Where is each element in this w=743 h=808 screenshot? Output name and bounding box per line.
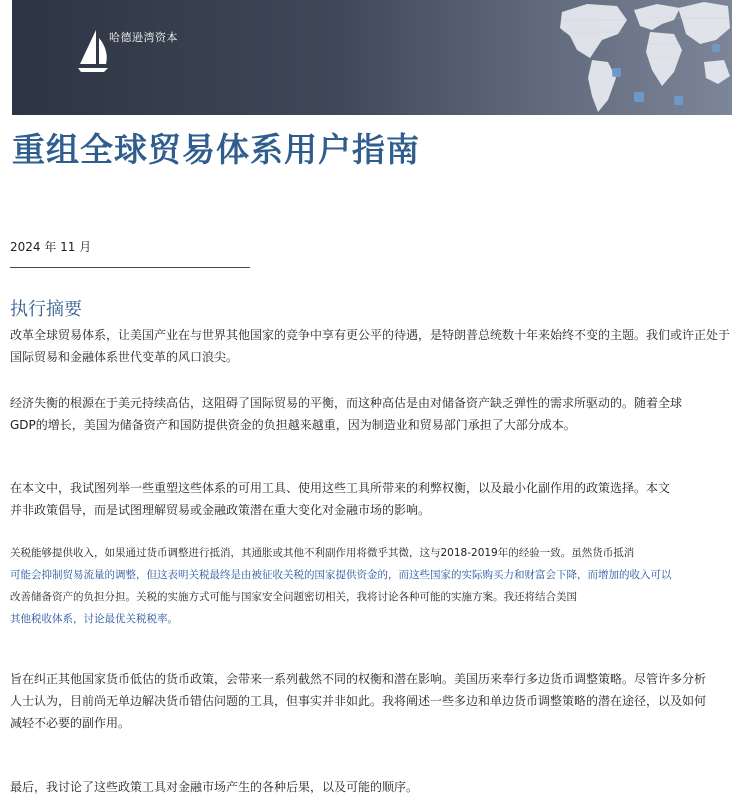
paragraph-6 [10, 776, 418, 798]
divider-rule [10, 267, 250, 268]
paragraph-line: 人士认为，目前尚无单边解决货币错估问题的工具，但事实并非如此。我将阐述一些多边和单边货币调整策略的潜在途径，以及如何 [10, 694, 707, 708]
section-heading: 执行摘要 [10, 299, 82, 320]
document-title: 重组全球贸易体系用户指南 [12, 130, 420, 169]
paragraph-line: 经济失衡的根源在于美元持续高估，这阻碍了国际贸易的平衡，而这种高估是由对储备资产缺乏弹性的需求所驱动的。随着全球 [10, 396, 683, 410]
paragraph-2 [10, 392, 682, 436]
paragraph-line: 改革全球贸易体系，让美国产业在与世界其他国家的竞争中享有更公平的待遇，是特朗普总统数十年来始终不变的主题。我们或许正处于 [10, 328, 731, 342]
paragraph-line: 可能会抑制贸易流量的调整，但这表明关税最终是由被征收关税的国家提供资金的，而这些国家的实际购买力和财富会下降，而增加的收入可以 [10, 569, 672, 581]
paragraph-1 [10, 324, 730, 368]
paragraph-line: 国际贸易和金融体系世代变革的风口浪尖。 [10, 350, 239, 364]
paragraph-line: 关税能够提供收入，如果通过货币调整进行抵消，其通胀或其他不利副作用将微乎其微，这与2018-2019年的经验一致。虽然货币抵消 [10, 547, 635, 559]
paragraph-line: 在本文中，我试图列举一些重塑这些体系的可用工具、使用这些工具所带来的利弊权衡，以及最小化副作用的政策选择。本文 [10, 481, 671, 495]
world-map-puzzle-image [412, 0, 732, 115]
document-date: 2024 年 11 月 [10, 240, 92, 254]
paragraph-line: 其他税收体系，讨论最优关税税率。 [10, 613, 178, 625]
paragraph-line: 最后，我讨论了这些政策工具对金融市场产生的各种后果，以及可能的顺序。 [10, 780, 419, 794]
paragraph-3 [10, 477, 670, 521]
paragraph-5 [10, 668, 706, 734]
paragraph-4 [10, 542, 672, 630]
paragraph-line: 改善储备资产的负担分担。关税的实施方式可能与国家安全问题密切相关，我将讨论各种可能的实施方案。我还将结合美国 [10, 591, 577, 603]
paragraph-line: 减轻不必要的副作用。 [10, 716, 131, 730]
paragraph-line: 旨在纠正其他国家货币低估的货币政策，会带来一系列截然不同的权衡和潜在影响。美国历来奉行多边货币调整策略。尽管许多分析 [10, 672, 707, 686]
brand-name: 哈德逊湾资本 [109, 31, 178, 44]
paragraph-line: 并非政策倡导，而是试图理解贸易或金融政策潜在重大变化对金融市场的影响。 [10, 503, 431, 517]
sailboat-logo-icon [76, 28, 112, 74]
paragraph-line: GDP的增长，美国为储备资产和国防提供资金的负担越来越重，因为制造业和贸易部门承担了大部分成本。 [10, 418, 576, 432]
header-banner [12, 0, 732, 115]
